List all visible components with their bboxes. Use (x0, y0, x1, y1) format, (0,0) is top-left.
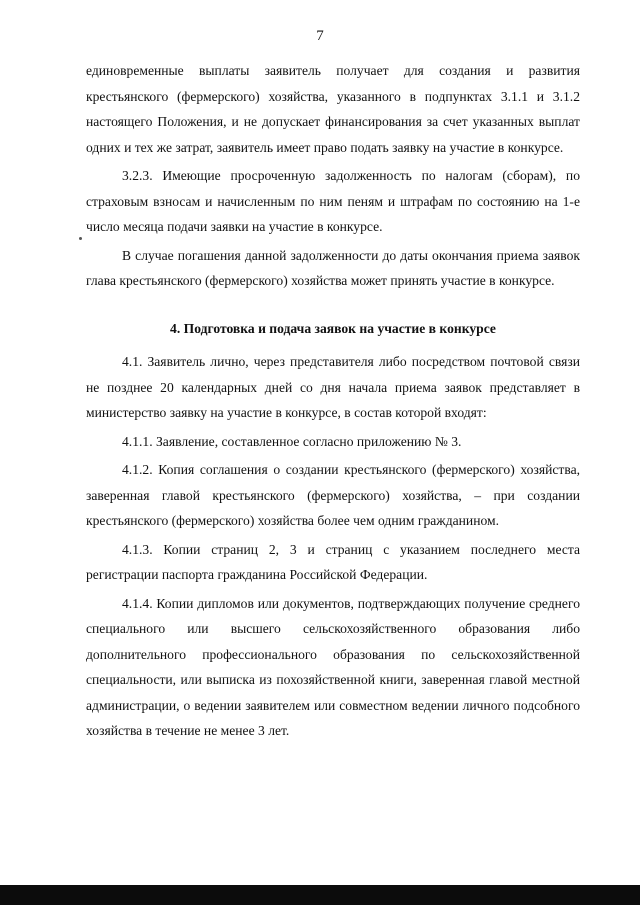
scan-speck (79, 237, 82, 240)
paragraph-debt-repayment: В случае погашения данной задолженности до даты окончания приема заявок глава крестьянского (фермерского) хозяйства может принять участие в конкурсе. (86, 247, 580, 288)
paragraph-4-1: 4.1. Заявитель лично, через представителя либо посредством почтовой связи не позднее 20 календарных дней со дня начала приема заявок представляет в министерство заявку на участие в конкурсе, в состав которой входят: (86, 354, 580, 420)
paragraph-3-2-3: 3.2.3. Имеющие просроченную задолженность по налогам (сборам), по страховым взносам и начисленным по ним пеням и штрафам по состоянию на 1-е число месяца подачи заявки на участие в конкурсе. (86, 168, 580, 234)
paragraph-4-1-4: 4.1.4. Копии дипломов или документов, подтверждающих получение среднего специального или высшего сельскохозяйственного образования либо дополнительного профессионального образования по сельскохозяйственной специальности, или выписка из похозяйственной книги, заверенная главой местной администрации, о ведении заявителем или совместном ведении личного подсобного хозяйства в течение не менее 3 лет. (86, 595, 580, 738)
paragraph-4-1-2: 4.1.2. Копия соглашения о создании крестьянского (фермерского) хозяйства, заверенная главой крестьянского (фермерского) хозяйства, – при создании крестьянского (фермерского) хозяйства более чем одним гражданином. (86, 462, 580, 528)
paragraph-continuation: единовременные выплаты заявитель получает для создания и развития крестьянского (фермерского) хозяйства, указанного в подпунктах 3.1.1 и 3.1.2 настоящего Положения, и не допускает финансирования за счет указанных выплат одних и тех же затрат, заявитель имеет право подать заявку на участие в конкурсе. (86, 63, 580, 155)
paragraph-4-1-3: 4.1.3. Копии страниц 2, 3 и страниц с указанием последнего места регистрации паспорта гражданина Российской Федерации. (86, 541, 580, 582)
document-body (86, 58, 580, 747)
paragraph-4-1-1: 4.1.1. Заявление, составленное согласно приложению № 3. (122, 433, 462, 449)
scan-edge-bar (0, 885, 640, 905)
page-number: 7 (316, 28, 324, 44)
section-heading: 4. Подготовка и подача заявок на участие в конкурсе (170, 320, 496, 336)
